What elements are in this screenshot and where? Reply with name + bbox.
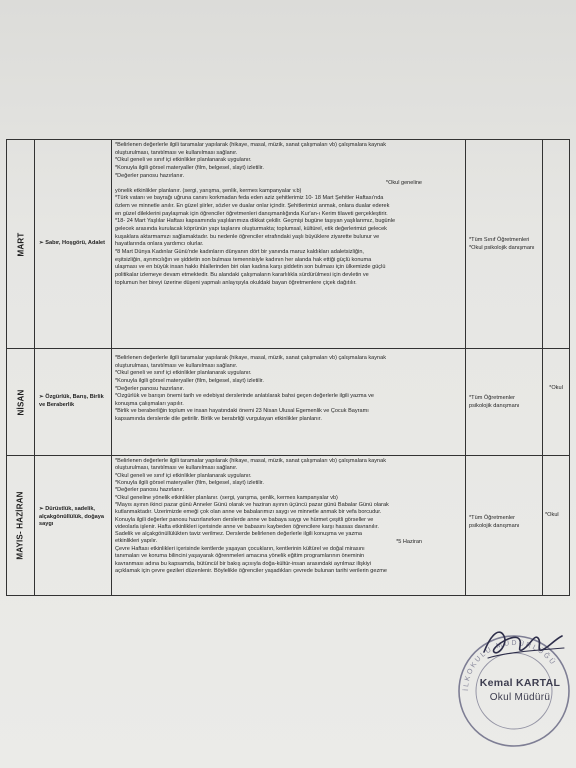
month-cell: [7, 140, 35, 348]
responsible-line: psikolojik danışmanı: [469, 403, 520, 409]
responsible-line: *Okul psikolojik danışmanı: [469, 245, 535, 251]
activity-line: *Birlik ve beraberliğin toplum ve insan hayatındaki önemi 23 Nisan Ulusal Egemenlik ve Çocuk Bayramı: [115, 408, 369, 415]
extra-label: *Okul: [549, 385, 563, 391]
activity-line: *8 Mart Dünya Kadınlar Günü'nde kadınların dünyanın dört bir yanında maruz kaldıkları adaletsizliğin,: [115, 248, 364, 255]
activity-line: *Okul geneli ve sınıf içi etkinlikler planlanarak uygulanır.: [115, 370, 252, 377]
month-label: MAYIS- HAZİRAN: [16, 491, 26, 560]
activities-cell: [112, 349, 466, 455]
activity-line: yönelik etkinlikler planlanır. (sergi, yarışma, şenlik, kermes kampanyalar v.b): [115, 187, 302, 194]
principal-title: Okul Müdürü: [489, 692, 551, 703]
activity-line: kavranması adına bu kapsamda, bütüncül bir bakış açısıyla doğa-kültür-insan arasındaki ayrılmaz ilişkiyi: [115, 560, 371, 567]
values-cell: [35, 140, 112, 348]
table-row-mart: [7, 140, 570, 349]
activity-line: *Konuyla ilgili görsel materyaller (film, belgesel, slayt) izletilir.: [115, 479, 264, 486]
activity-line: özlem ve minnetle anılır. En güzel şiirler, sözler ve dualar onlar içindir. Şehitlerimizi anmak, onlara dualar ederek: [115, 203, 390, 210]
activity-line: *Değerler panosu hazırlanır.: [115, 172, 185, 179]
table-row-mayis-haziran: [7, 456, 570, 596]
month-label: NİSAN: [15, 389, 25, 415]
table-row-nisan: [7, 349, 570, 456]
activity-line: kutlanmaktadır. Üzerimizde emeği çok olan anne ve babalarımızı saygı ve minnetle anmak bir vefa borcudur.: [115, 509, 382, 516]
activity-line: politikalar izlemeye devam etmektedir. Bu alandaki çalışmaların kararlılıkla sürdürülmesi için devletin ve: [115, 271, 369, 278]
activity-line: kuşaklara aktarmamızı sağlamaktadır. bu nedenle öğrenciler etrafındaki yaşlı büyüklere ziyarette bulunur ve: [115, 233, 380, 240]
values-cell: [35, 456, 112, 595]
values-label: ➢ Dürüstlük, sadelik, alçakgönüllülük, doğaya saygı: [39, 506, 104, 528]
activity-line: oluşturulması, tanıtılması ve kullanılması sağlanır.: [115, 149, 238, 156]
activity-line: *Mayıs ayının ikinci pazar günü Anneler Günü olarak ve haziran ayının üçüncü pazar günü Babalar Günü olarak: [115, 501, 389, 508]
activity-line: toplumun her bireyi üzerine düşeni yapmalı anlayışıyla okuldaki bayan öğretmenlere çiçek dağıtılır.: [115, 279, 357, 286]
activity-line: *Değerler panosu hazırlanır.: [115, 385, 185, 392]
activity-line: ulaşması ve en büyük insan hakkı ihlallerinden biri olan kadına karşı şiddetin son bulması için ülkemizde güçlü: [115, 264, 386, 271]
activity-line: Konuyla ilgili değerler panosu hazırlanırken derslerde anne ve babaya saygı ve hürmet çeşitli görseller ve: [115, 516, 374, 523]
activity-line: Sadelik ve alçakgönüllülükten taviz verilmez. Derslerde belirlenen değerlerle ilgili konuşma ve yazma: [115, 531, 362, 538]
activity-line: *Okul geneline: [385, 180, 422, 187]
activities-cell: [112, 140, 466, 348]
activities-cell: [112, 456, 466, 595]
activity-line: kapsamında derslerde dile getirilir. Birlik ve berabrliği vurgulayan etkinlikler planlanır.: [115, 416, 322, 423]
activity-line: oluşturulması, tanıtılması ve kullanılması sağlanır.: [115, 362, 238, 369]
activity-line: Çevre Haftası etkinlikleri içerisinde kentlerde yaşayan çocukların, kentlerinin kültürel ve doğal mirasını: [115, 546, 365, 553]
activity-line: konuşma çalışmaları yapılır.: [115, 400, 184, 407]
activity-line: etkinlikleri yapılır.: [115, 538, 158, 545]
activity-line: açıklamak için çevre gezileri düzenlenir. Böylelikle öğrenciler yaşadıkları çevrede bulunan tarihi verilerin gezme: [115, 568, 387, 574]
values-plan-table: [6, 139, 570, 596]
activity-line: *Belirlenen değerlerle ilgili taramalar yapılarak (hikaye, masal, müzik, sanat çalışmaları vb) çalışmalara kaynak: [115, 142, 386, 148]
extra-label: *Okul: [545, 512, 559, 518]
principal-name: Kemal KARTAL: [479, 677, 561, 689]
activity-line: gelecek arasında kurulacak köprünün yapı taşlarını oluşturmakta; toplumsal, kültürel, etik değerlerimizi gelecek: [115, 226, 387, 233]
svg-text:İLKOKULU MÜDÜRLÜĞÜ: İLKOKULU MÜDÜRLÜĞÜ: [462, 639, 557, 692]
activity-line: *Belirlenen değerlerle ilgili taramalar yapılarak (hikaye, masal, müzik, sanat çalışmaları vb) çalışmalara kaynak: [115, 458, 386, 464]
extra-cell: [543, 140, 570, 348]
extra-cell: [543, 349, 570, 455]
activity-line: *18- 24 Mart Yaşlılar Haftası kapsamında yaşlılarımıza dikkat çekilir. Geçmişi bugüne taşıyan yaşlılarımız, bugünle: [115, 218, 396, 225]
activity-line: *Türk vatanı ve bayrağı uğruna canını korkmadan feda eden aziz şehitlerimiz 10- 18 Mart Şehitler Haftası'nda: [115, 195, 384, 202]
activity-line: *Özgürlük ve barışın önemi tarih ve edebiyat derslerinde anlatılarak bahsi geçen değerlerle ilgili yazma ve: [115, 393, 374, 400]
activity-line: *Okul geneline yönelik etkinlikler planlanır. (sergi, yarışma, şenlik, kermes kampanyalar vb): [115, 494, 338, 501]
activity-line: hayatlarında onlara yardımcı olurlar.: [115, 241, 204, 248]
activity-line: videolarla işlenir. Hafta etkinlikleri içerisinde anne ve babasını kaybeden öğrencilere karşı hassas davranılır.: [115, 523, 379, 530]
activity-line: oluşturulması, tanıtılması ve kullanılması sağlanır.: [115, 465, 238, 472]
activity-line: *Konuyla ilgili görsel materyaller (film, belgesel, slayt) izletilir.: [115, 164, 264, 171]
responsible-cell: [466, 349, 543, 455]
activity-line: *5 Haziran: [396, 538, 422, 545]
values-label: ➢ Özgürlük, Barış, Birlik ve Beraberlik: [39, 394, 104, 408]
values-cell: [35, 349, 112, 455]
responsible-line: *Tüm Sınıf Öğretmenleri: [469, 236, 530, 243]
activity-line: *Değerler panosu hazırlanır.: [115, 487, 185, 494]
responsible-line: *Tüm Öğretmenler: [469, 515, 516, 521]
responsible-cell: [466, 456, 543, 595]
month-label: MART: [16, 232, 25, 256]
activity-line: eşitsizliğin, ayrımcılığın ve şiddetin son bulması temennisiyle kadının her alanda hak ettiği güçlü konuma: [115, 256, 372, 263]
month-cell: [7, 349, 35, 455]
extra-cell: [543, 456, 570, 595]
month-cell: [7, 456, 35, 595]
responsible-line: *Tüm Öğretmenler: [469, 394, 516, 401]
activity-line: *Belirlenen değerlerle ilgili taramalar yapılarak (hikaye, masal, müzik, sanat çalışmaları vb) çalışmalara kaynak: [115, 355, 386, 361]
activity-line: en güzel dileklerini paylaşmak için öğrenciler öğretmenleri danışmanlığında Kur'an-ı Kerim tilaveti gerçekleştirir.: [115, 210, 388, 217]
handwritten-signature: [478, 622, 568, 670]
responsible-cell: [466, 140, 543, 348]
values-label: ➢ Sabır, Hoşgörü, Adalet: [39, 240, 106, 247]
responsible-line: psikolojik danışmanı: [469, 523, 520, 530]
activity-line: tanımaları ve koruma bilincini yaşayarak öğrenmeleri amacına yönelik eğitim programlarının öneminin: [115, 553, 365, 560]
activity-line: *Okul geneli ve sınıf içi etkinlikler planlanarak uygulanır.: [115, 472, 252, 479]
activity-line: *Konuyla ilgili görsel materyaller (film, belgesel, slayt) izletilir.: [115, 377, 264, 384]
activity-line: *Okul geneli ve sınıf içi etkinlikler planlanarak uygulanır.: [115, 157, 252, 164]
